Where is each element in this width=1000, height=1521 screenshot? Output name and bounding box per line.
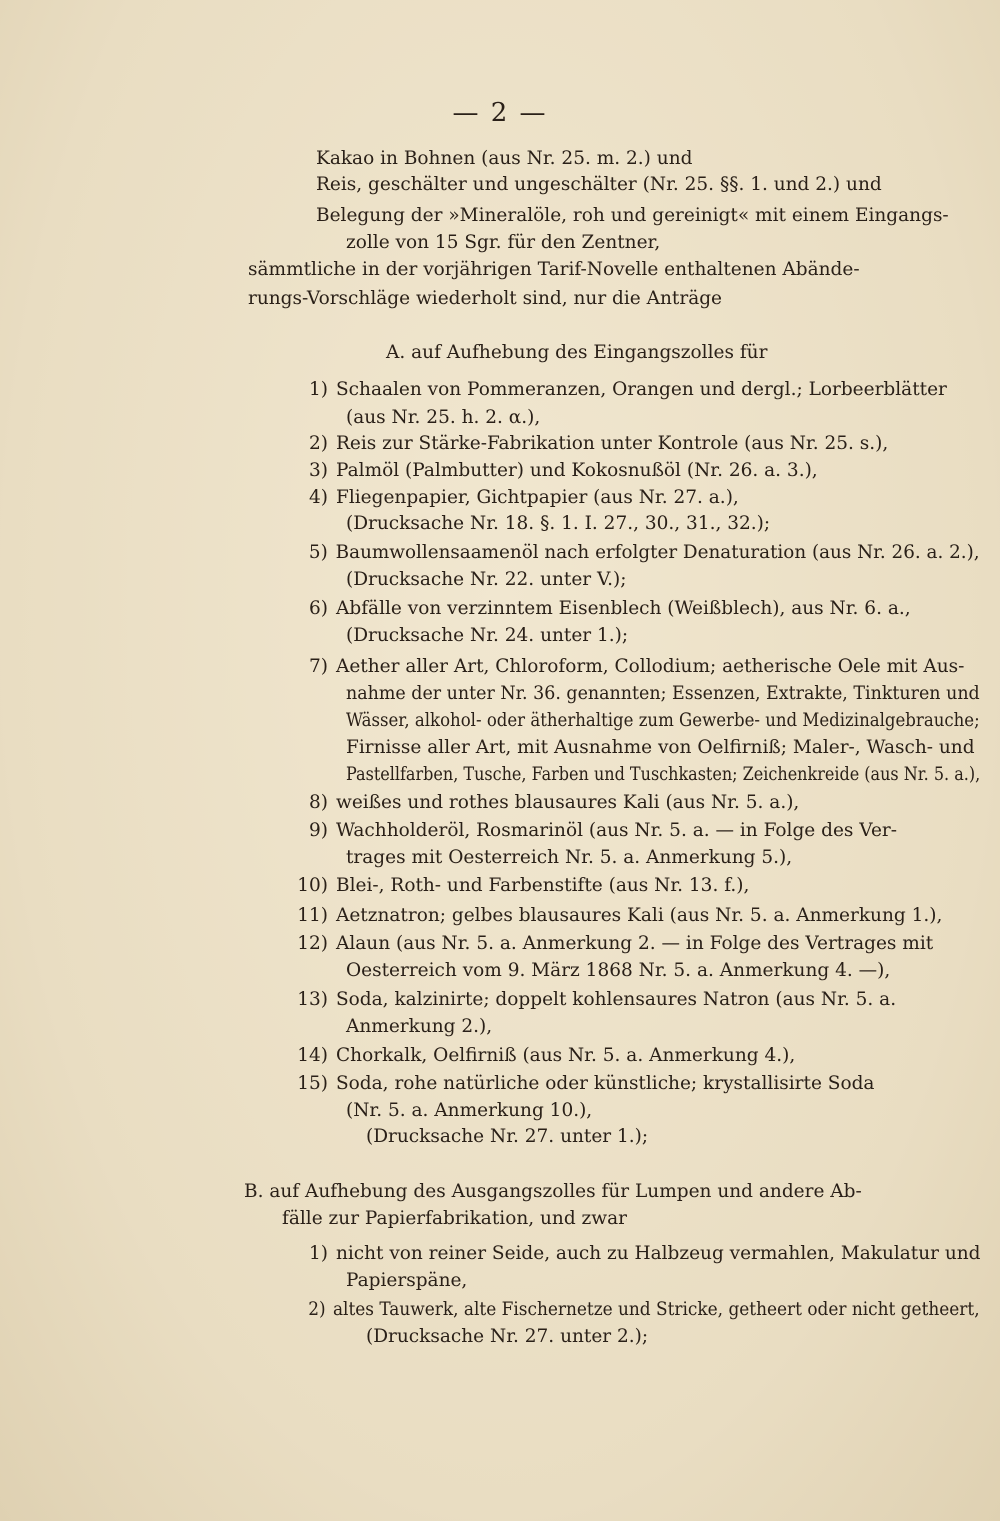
list-item: [292, 1043, 795, 1069]
text-line: Reis, geschälter und ungeschälter (Nr. 25. §§. 1. und 2.) und: [316, 174, 882, 195]
item-number: 11): [297, 905, 328, 926]
item-number: 1): [309, 379, 328, 400]
item-number: 9): [309, 820, 328, 841]
item-text: weißes und rothes blausaures Kali (aus Nr. 5. a.),: [336, 792, 800, 813]
item-number: 12): [297, 933, 328, 954]
text-line: Kakao in Bohnen (aus Nr. 25. m. 2.) und: [316, 148, 693, 169]
text-line: sämmtliche in der vorjährigen Tarif-Novelle enthaltenen Abände-: [248, 259, 860, 280]
text-line: nahme der unter Nr. 36. genannten; Essenzen, Extrakte, Tinkturen und: [346, 683, 980, 704]
item-text: Fliegenpapier, Gichtpapier (aus Nr. 27. a.),: [336, 487, 739, 508]
text-line: Oesterreich vom 9. März 1868 Nr. 5. a. Anmerkung 4. —),: [346, 960, 891, 981]
item-text: Soda, rohe natürliche oder künstliche; krystallisirte Soda: [336, 1073, 875, 1094]
list-item: [292, 1071, 874, 1097]
text-line: (Drucksache Nr. 18. §. 1. I. 27., 30., 31., 32.);: [346, 513, 771, 534]
page-number: — 2 —: [452, 98, 548, 128]
item-number: 5): [308, 542, 328, 563]
list-item: [292, 931, 933, 957]
text-line: (Drucksache Nr. 27. unter 2.);: [366, 1326, 649, 1347]
text-line: zolle von 15 Sgr. für den Zentner,: [346, 232, 661, 253]
text-line: fälle zur Papierfabrikation, und zwar: [282, 1208, 628, 1229]
text-line: (Drucksache Nr. 24. unter 1.);: [346, 625, 629, 646]
list-item: [300, 818, 897, 844]
item-text: Aetznatron; gelbes blausaures Kali (aus Nr. 5. a. Anmerkung 1.),: [336, 905, 943, 926]
item-text: Aether aller Art, Chloroform, Collodium; aetherische Oele mit Aus-: [336, 656, 965, 677]
text-line: (aus Nr. 25. h. 2. α.),: [346, 407, 541, 428]
item-text: Soda, kalzinirte; doppelt kohlensaures Natron (aus Nr. 5. a.: [336, 989, 897, 1010]
text-line: Anmerkung 2.),: [346, 1016, 493, 1037]
item-text: Palmöl (Palmbutter) und Kokosnußöl (Nr. 26. a. 3.),: [336, 460, 818, 481]
item-text: Blei-, Roth- und Farbenstifte (aus Nr. 13. f.),: [336, 875, 750, 896]
section-heading-b: B. auf Aufhebung des Ausgangszolles für Lumpen und andere Ab-: [244, 1181, 862, 1202]
item-number: 14): [297, 1045, 328, 1066]
list-item: [292, 903, 942, 929]
list-item: [300, 431, 888, 457]
item-text: Baumwollensaamenöl nach erfolgter Denaturation (aus Nr. 26. a. 2.),: [335, 542, 980, 563]
text-line: trages mit Oesterreich Nr. 5. a. Anmerkung 5.),: [346, 847, 793, 868]
item-text: Reis zur Stärke-Fabrikation unter Kontrole (aus Nr. 25. s.),: [336, 433, 889, 454]
item-number: 15): [297, 1073, 328, 1094]
item-text: Chorkalk, Oelfirniß (aus Nr. 5. a. Anmerkung 4.),: [336, 1045, 796, 1066]
item-number: 13): [297, 989, 328, 1010]
list-item: [300, 654, 964, 680]
item-text: nicht von reiner Seide, auch zu Halbzeug vermahlen, Makulatur und: [335, 1243, 981, 1264]
list-item: [292, 873, 749, 899]
item-number: 4): [309, 487, 328, 508]
item-number: 7): [309, 656, 328, 677]
item-number: 1): [308, 1243, 328, 1264]
item-text: Wachholderöl, Rosmarinöl (aus Nr. 5. a. — in Folge des Ver-: [336, 820, 898, 841]
item-number: 2): [309, 433, 328, 454]
text-line: rungs-Vorschläge wiederholt sind, nur die Anträge: [248, 288, 723, 309]
item-text: Schaalen von Pommeranzen, Orangen und dergl.; Lorbeerblätter: [336, 379, 947, 400]
text-line: Firnisse aller Art, mit Ausnahme von Oelfirniß; Maler-, Wasch- und: [346, 737, 975, 758]
item-number: 2): [308, 1299, 326, 1320]
list-item: [300, 790, 799, 816]
text-line: Pastellfarben, Tusche, Farben und Tuschkasten; Zeichenkreide (aus Nr. 5. a.),: [346, 764, 981, 785]
item-text: Alaun (aus Nr. 5. a. Anmerkung 2. — in Folge des Vertrages mit: [336, 933, 934, 954]
list-item: [292, 987, 896, 1013]
text-line: (Nr. 5. a. Anmerkung 10.),: [346, 1100, 593, 1121]
section-heading-a: A. auf Aufhebung des Eingangszolles für: [386, 342, 768, 363]
item-number: 10): [297, 875, 328, 896]
item-number: 8): [309, 792, 328, 813]
text-line: Belegung der »Mineralöle, roh und gereinigt« mit einem Eingangs-: [316, 205, 949, 226]
text-line: (Drucksache Nr. 22. unter V.);: [346, 569, 627, 590]
list-item: [300, 458, 818, 484]
text-line: Papierspäne,: [346, 1270, 468, 1291]
item-text: Abfälle von verzinntem Eisenblech (Weißblech), aus Nr. 6. a.,: [336, 598, 911, 619]
list-item: [300, 1241, 980, 1267]
text-line: Wässer, alkohol- oder ätherhaltige zum Gewerbe- und Medizinalgebrauche;: [346, 710, 980, 731]
list-item: [300, 596, 911, 622]
item-text: altes Tauwerk, alte Fischernetze und Stricke, getheert oder nicht getheert,: [332, 1299, 980, 1320]
list-item: [300, 485, 739, 511]
list-item: [300, 377, 947, 403]
list-item: [300, 540, 980, 566]
text-line: (Drucksache Nr. 27. unter 1.);: [366, 1126, 649, 1147]
list-item: [300, 1297, 980, 1323]
item-number: 3): [309, 460, 328, 481]
item-number: 6): [309, 598, 328, 619]
